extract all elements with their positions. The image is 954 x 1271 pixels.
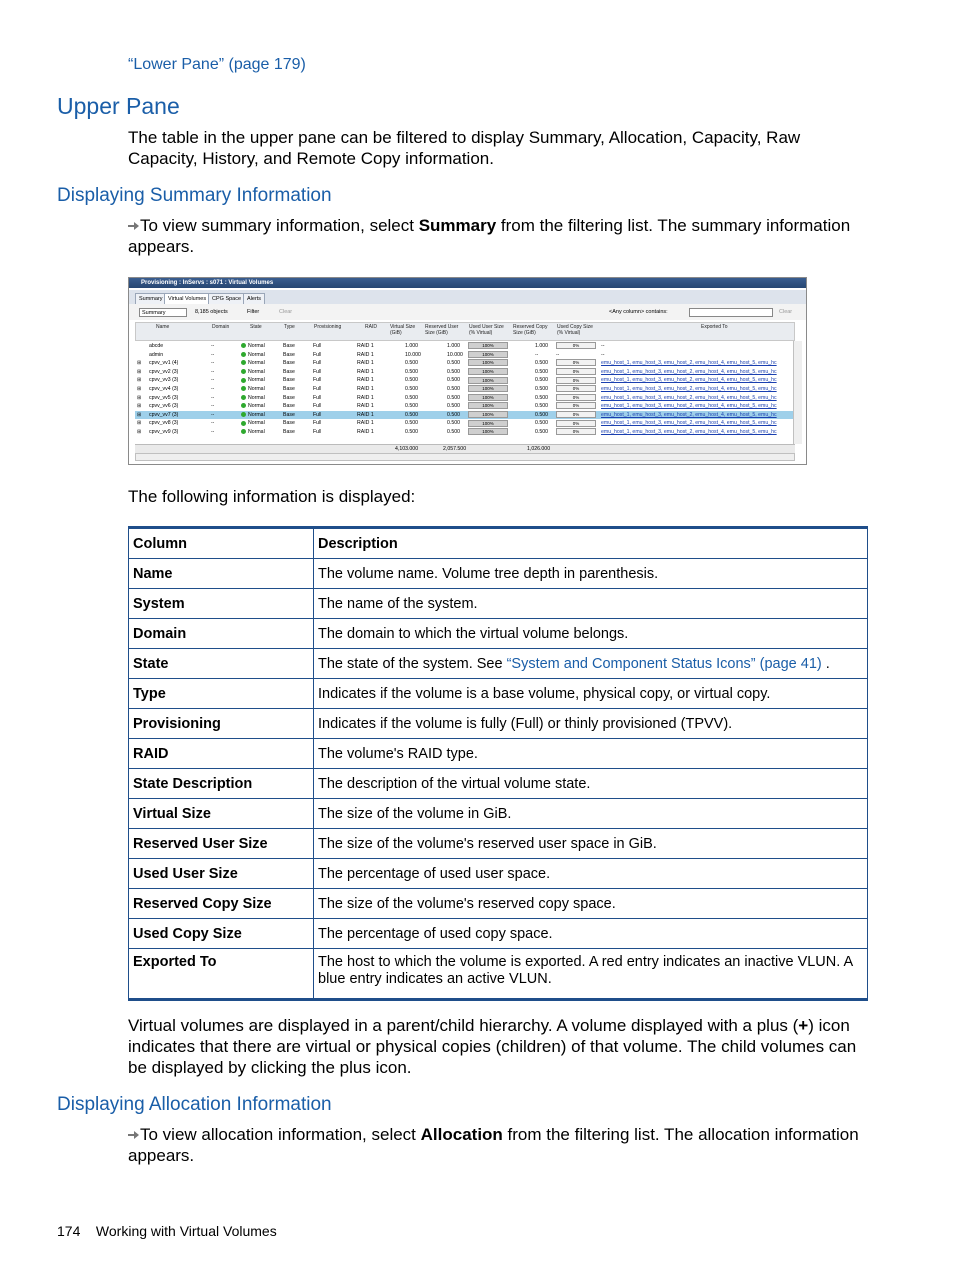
row-description: The description of the virtual volume state.: [314, 769, 868, 799]
grid-cell-type: Base: [283, 403, 295, 410]
grid-cell-rcs: 0.500: [535, 420, 548, 427]
grid-cell-type: Base: [283, 368, 295, 375]
grid-cell-ucs: [556, 419, 596, 428]
row-column: Type: [129, 679, 314, 709]
grid-cell-rcs: 0.500: [535, 368, 548, 375]
upper-pane-text: The table in the upper pane can be filtered to display Summary, Allocation, Capacity, Raw Capacity, History, and Remote Copy information.: [128, 128, 801, 168]
grid-cell-domain: --: [211, 360, 215, 367]
total-reserved-user: 2,057.500: [443, 446, 467, 452]
usage-bar: 0%: [556, 377, 596, 384]
row-description: The size of the volume in GiB.: [314, 799, 868, 829]
table-row: [129, 559, 868, 589]
grid-cell-prov: Full: [313, 386, 322, 392]
col-raid[interactable]: RAID: [365, 324, 377, 330]
grid-header: [135, 322, 795, 341]
grid-cell-type: Base: [283, 377, 295, 384]
summary-step: [128, 215, 868, 257]
summary-step-post: from the filtering list. The summary information appears.: [128, 216, 851, 256]
grid-row[interactable]: [135, 376, 795, 385]
grid-cell-rus: 0.500: [447, 411, 460, 418]
col-virtual-size[interactable]: Virtual Size (GiB): [390, 324, 416, 336]
grid-cell-exp: emu_host_1, emu_host_3, emu_host_2, emu_host_4, emu_host_5, emu_hc: [601, 386, 777, 392]
grid-cell-raid: RAID 1: [357, 368, 374, 375]
grid-cell-ucs: --: [556, 351, 560, 358]
table-row: [129, 679, 868, 709]
footer-title: Working with Virtual Volumes: [95, 1223, 277, 1239]
grid-cell-type: Base: [283, 360, 295, 367]
grid-row[interactable]: [135, 411, 795, 420]
usage-bar: 100%: [468, 402, 508, 409]
row-description: The host to which the volume is exported. A red entry indicates an inactive VLUN. A blue entry indicates an active VLUN.: [314, 949, 868, 1000]
grid-cell-domain: --: [211, 394, 215, 401]
table-row: [129, 949, 868, 1000]
objects-count: 8,185 objects: [195, 309, 228, 315]
grid-cell-rcs: 0.500: [535, 386, 548, 392]
grid-cell-ucs: [556, 428, 596, 437]
grid-cell-prov: Full: [313, 411, 322, 418]
clear-button[interactable]: Clear: [279, 309, 293, 315]
row-description: Indicates if the volume is fully (Full) or thinly provisioned (TPVV).: [314, 709, 868, 739]
grid-row[interactable]: [135, 385, 795, 394]
status-normal-icon: [241, 421, 246, 426]
grid-cell-state: Normal: [241, 359, 265, 368]
grid-cell-state: Normal: [241, 376, 265, 385]
usage-bar: 0%: [556, 428, 596, 435]
status-normal-icon: [241, 378, 246, 383]
grid-cell-name: cpvv_vv2 (3): [149, 368, 179, 375]
usage-bar: 0%: [556, 394, 596, 401]
expand-plus-icon[interactable]: ⊞: [137, 403, 142, 410]
row-description: The size of the volume's reserved copy space.: [314, 889, 868, 919]
grid-cell-raid: RAID 1: [357, 411, 374, 418]
header-description: Description: [314, 528, 868, 559]
clear-search-button[interactable]: Clear: [779, 309, 793, 315]
grid-cell-state: Normal: [241, 394, 265, 403]
row-column: System: [129, 589, 314, 619]
grid-cell-raid: RAID 1: [357, 351, 374, 358]
grid-cell-domain: --: [211, 386, 215, 392]
row-description: The volume name. Volume tree depth in parenthesis.: [314, 559, 868, 589]
expand-plus-icon[interactable]: ⊞: [137, 360, 142, 367]
usage-bar: 100%: [468, 342, 508, 349]
grid-cell-domain: --: [211, 411, 215, 418]
grid-row[interactable]: [135, 428, 795, 437]
row-column: State Description: [129, 769, 314, 799]
usage-bar: 0%: [556, 359, 596, 366]
grid-cell-uus: [468, 359, 508, 368]
col-name[interactable]: Name: [156, 324, 170, 330]
vertical-scrollbar[interactable]: [793, 341, 802, 444]
expand-plus-icon[interactable]: ⊞: [137, 386, 142, 392]
grid-cell-rus: 0.500: [447, 429, 460, 435]
grid-cell-exp: --: [601, 343, 605, 349]
grid-cell-prov: Full: [313, 420, 322, 427]
grid-cell-rus: 1.000: [447, 343, 460, 349]
hierarchy-pre: Virtual volumes are displayed in a parent/child hierarchy. A volume displayed with a plus (: [128, 1016, 799, 1035]
page-number: 174: [57, 1223, 81, 1239]
grid-cell-exp: --: [601, 351, 605, 358]
grid-cell-type: Base: [283, 343, 295, 349]
grid-cell-vsize: 0.500: [405, 420, 418, 427]
grid-cell-name: admin: [149, 351, 164, 358]
grid-cell-raid: RAID 1: [357, 429, 374, 435]
horizontal-scrollbar[interactable]: [135, 453, 795, 461]
grid-cell-exp: emu_host_1, emu_host_3, emu_host_2, emu_host_4, emu_host_5, emu_hc: [601, 411, 777, 418]
grid-cell-rcs: 0.500: [535, 394, 548, 401]
grid-cell-prov: Full: [313, 403, 322, 410]
grid-cell-name: abcde: [149, 343, 164, 349]
grid-cell-rcs: 0.500: [535, 429, 548, 435]
grid-cell-vsize: 0.500: [405, 429, 418, 435]
usage-bar: 100%: [468, 377, 508, 384]
usage-bar: 100%: [468, 394, 508, 401]
grid-cell-type: Base: [283, 420, 295, 427]
grid-row[interactable]: [135, 419, 795, 428]
grid-cell-ucs: [556, 368, 596, 377]
expand-plus-icon[interactable]: ⊞: [137, 420, 142, 427]
total-virtual-size: 4,103.000: [395, 446, 419, 452]
grid-cell-vsize: 10.000: [405, 351, 421, 358]
col-domain[interactable]: Domain: [212, 324, 230, 330]
grid-cell-uus: [468, 411, 508, 420]
grid-cell-state: Normal: [241, 385, 265, 394]
grid-cell-state: Normal: [241, 402, 265, 411]
grid-cell-vsize: 0.500: [405, 394, 418, 401]
grid-cell-ucs: [556, 402, 596, 411]
grid-cell-ucs: [556, 411, 596, 420]
grid-cell-ucs: [556, 376, 596, 385]
usage-bar: 0%: [556, 368, 596, 375]
status-normal-icon: [241, 429, 246, 434]
tab-cpg-space[interactable]: CPG Space: [208, 293, 245, 305]
usage-bar: 100%: [468, 428, 508, 435]
allocation-step: [128, 1124, 868, 1166]
row-column: State: [129, 649, 314, 679]
grid-cell-raid: RAID 1: [357, 377, 374, 384]
grid-row[interactable]: [135, 402, 795, 411]
usage-bar: 0%: [556, 411, 596, 418]
row-description: The percentage of used user space.: [314, 859, 868, 889]
table-row: [129, 859, 868, 889]
table-row: [129, 709, 868, 739]
grid-cell-ucs: [556, 394, 596, 403]
usage-bar: 100%: [468, 359, 508, 366]
grid-cell-prov: Full: [313, 429, 322, 435]
grid-cell-uus: [468, 376, 508, 385]
grid-cell-domain: --: [211, 343, 215, 349]
following-text: The following information is displayed:: [128, 487, 416, 506]
search-input[interactable]: [689, 308, 773, 317]
grid-cell-vsize: 0.500: [405, 386, 418, 392]
usage-bar: 100%: [468, 411, 508, 418]
table-row: [129, 589, 868, 619]
table-row: [129, 829, 868, 859]
header-column: Column: [129, 528, 314, 559]
step-arrow-icon: [128, 221, 139, 231]
grid-cell-exp: emu_host_1, emu_host_3, emu_host_2, emu_host_4, emu_host_5, emu_hc: [601, 394, 777, 401]
col-state[interactable]: State: [250, 324, 262, 330]
table-row: [129, 739, 868, 769]
grid-cell-state: Normal: [241, 411, 265, 420]
state-desc-post: .: [821, 655, 830, 672]
grid-cell-rus: 0.500: [447, 394, 460, 401]
any-column-label: <Any column> contains:: [609, 309, 668, 315]
usage-bar: 0%: [556, 385, 596, 392]
grid-cell-state: Normal: [241, 428, 265, 437]
status-normal-icon: [241, 395, 246, 400]
usage-bar: 0%: [556, 342, 596, 349]
grid-cell-uus: [468, 419, 508, 428]
grid-row[interactable]: [135, 351, 795, 360]
row-description: The size of the volume's reserved user space in GiB.: [314, 829, 868, 859]
state-desc-pre: The state of the system. See: [318, 655, 507, 672]
summary-step-pre: To view summary information, select: [140, 216, 419, 235]
hierarchy-plus: +: [798, 1016, 809, 1035]
grid-cell-rus: 0.500: [447, 420, 460, 427]
grid-cell-type: Base: [283, 386, 295, 392]
grid-cell-uus: [468, 342, 508, 351]
lower-pane-link[interactable]: “Lower Pane” (page 179): [128, 56, 306, 73]
status-normal-icon: [241, 412, 246, 417]
row-description: The domain to which the virtual volume belongs.: [314, 619, 868, 649]
row-description: Indicates if the volume is a base volume, physical copy, or virtual copy.: [314, 679, 868, 709]
filter-select[interactable]: Summary: [139, 308, 187, 317]
screenshot-toolbar: [129, 304, 806, 320]
footer: [57, 1223, 277, 1239]
grid-cell-name: cpvv_vv6 (3): [149, 403, 179, 410]
grid-cell-rcs: 0.500: [535, 403, 548, 410]
col-used-user[interactable]: Used User Size (% Virtual): [469, 324, 504, 336]
grid-cell-state: Normal: [241, 351, 265, 360]
col-provisioning[interactable]: Provisioning: [314, 324, 342, 330]
table-row: [129, 619, 868, 649]
row-column: Used Copy Size: [129, 919, 314, 949]
allocation-step-post: from the filtering list. The allocation information appears.: [128, 1125, 859, 1165]
expand-plus-icon[interactable]: ⊞: [137, 377, 142, 384]
grid-cell-type: Base: [283, 411, 295, 418]
allocation-step-pre: To view allocation information, select: [140, 1125, 421, 1144]
grid-cell-vsize: 0.500: [405, 368, 418, 375]
grid-cell-raid: RAID 1: [357, 343, 374, 349]
row-column: Exported To: [129, 949, 314, 1000]
row-description: [314, 649, 868, 679]
grid-cell-name: cpvv_vv8 (3): [149, 420, 179, 427]
grid-cell-name: cpvv_vv9 (3): [149, 429, 179, 435]
grid-cell-rcs: 0.500: [535, 377, 548, 384]
upper-pane-heading: Upper Pane: [57, 93, 180, 119]
grid-cell-prov: Full: [313, 360, 322, 367]
usage-bar: 100%: [468, 351, 508, 358]
grid-cell-raid: RAID 1: [357, 386, 374, 392]
grid-cell-rus: 0.500: [447, 360, 460, 367]
summary-heading: Displaying Summary Information: [57, 185, 332, 206]
column-description-table: [128, 526, 868, 1001]
tab-alerts[interactable]: Alerts: [243, 293, 265, 305]
grid-cell-name: cpvv_vv7 (3): [149, 411, 179, 418]
grid-row[interactable]: [135, 342, 795, 351]
allocation-step-bold: Allocation: [420, 1125, 503, 1144]
expand-plus-icon[interactable]: ⊞: [137, 394, 142, 401]
screenshot-tabs: [129, 290, 806, 304]
table-row: [129, 649, 868, 679]
status-normal-icon: [241, 360, 246, 365]
grid-cell-raid: RAID 1: [357, 394, 374, 401]
grid-cell-domain: --: [211, 403, 215, 410]
virtual-volumes-screenshot: [128, 277, 807, 465]
grid-cell-prov: Full: [313, 377, 322, 384]
row-description: The percentage of used copy space.: [314, 919, 868, 949]
col-type[interactable]: Type: [284, 324, 295, 330]
grid-cell-vsize: 0.500: [405, 360, 418, 367]
grid-cell-vsize: 0.500: [405, 411, 418, 418]
grid-cell-vsize: 1.000: [405, 343, 418, 349]
usage-bar: 100%: [468, 368, 508, 375]
status-normal-icon: [241, 403, 246, 408]
row-column: Name: [129, 559, 314, 589]
expand-plus-icon[interactable]: ⊞: [137, 429, 142, 435]
grid-cell-uus: [468, 428, 508, 437]
grid-totals: [135, 444, 795, 453]
grid-cell-type: Base: [283, 394, 295, 401]
grid-cell-state: Normal: [241, 419, 265, 428]
allocation-heading: Displaying Allocation Information: [57, 1094, 332, 1115]
grid-cell-domain: --: [211, 368, 215, 375]
tab-virtual-volumes[interactable]: Virtual Volumes: [164, 293, 210, 305]
usage-bar: 0%: [556, 420, 596, 427]
table-row: [129, 769, 868, 799]
row-description: The name of the system.: [314, 589, 868, 619]
grid-cell-rus: 0.500: [447, 377, 460, 384]
grid-row[interactable]: [135, 368, 795, 377]
grid-cell-raid: RAID 1: [357, 403, 374, 410]
grid-cell-domain: --: [211, 429, 215, 435]
grid-cell-uus: [468, 351, 508, 360]
grid-cell-exp: emu_host_1, emu_host_3, emu_host_2, emu_host_4, emu_host_5, emu_hc: [601, 429, 777, 435]
grid-cell-exp: emu_host_1, emu_host_3, emu_host_2, emu_host_4, emu_host_5, emu_hc: [601, 403, 777, 410]
grid-cell-prov: Full: [313, 343, 322, 349]
step-arrow-icon: [128, 1130, 139, 1140]
status-normal-icon: [241, 352, 246, 357]
col-exported-to[interactable]: Exported To: [701, 324, 728, 330]
grid-cell-domain: --: [211, 420, 215, 427]
grid-cell-name: cpvv_vv4 (3): [149, 386, 179, 392]
col-used-copy[interactable]: Used Copy Size (% Virtual): [557, 324, 593, 336]
row-description: The volume's RAID type.: [314, 739, 868, 769]
grid-cell-rcs: 0.500: [535, 360, 548, 367]
grid-cell-state: Normal: [241, 342, 265, 351]
tab-summary[interactable]: Summary: [135, 293, 167, 305]
grid-cell-ucs: [556, 342, 596, 351]
row-column: Virtual Size: [129, 799, 314, 829]
grid-cell-ucs: [556, 359, 596, 368]
grid-cell-vsize: 0.500: [405, 377, 418, 384]
grid-cell-rus: 10.000: [447, 351, 463, 358]
grid-cell-prov: Full: [313, 351, 322, 358]
grid-row[interactable]: [135, 359, 795, 368]
grid-cell-rcs: 0.500: [535, 411, 548, 418]
row-column: Reserved User Size: [129, 829, 314, 859]
col-reserved-user[interactable]: Reserved User Size (GiB): [425, 324, 459, 336]
grid-cell-uus: [468, 402, 508, 411]
screenshot-title: Provisioning : InServs : s071 : Virtual Volumes: [129, 278, 806, 288]
grid-cell-domain: --: [211, 377, 215, 384]
row-column: Domain: [129, 619, 314, 649]
grid-cell-exp: emu_host_1, emu_host_3, emu_host_2, emu_host_4, emu_host_5, emu_hc: [601, 360, 777, 367]
grid-cell-uus: [468, 394, 508, 403]
summary-step-bold: Summary: [418, 216, 497, 235]
col-reserved-copy[interactable]: Reserved Copy Size (GiB): [513, 324, 548, 336]
table-row: [129, 799, 868, 829]
row-column: Used User Size: [129, 859, 314, 889]
hierarchy-text: [128, 1015, 873, 1078]
hierarchy-post: ) icon indicates that there are virtual or physical copies (children) of that volume. The child volumes can be displayed by clicking the plus icon.: [128, 1016, 857, 1077]
grid-cell-prov: Full: [313, 394, 322, 401]
grid-cell-rus: 0.500: [447, 403, 460, 410]
row-column: RAID: [129, 739, 314, 769]
grid-cell-rus: 0.500: [447, 386, 460, 392]
grid-cell-raid: RAID 1: [357, 420, 374, 427]
grid-cell-name: cpvv_vv1 (4): [149, 360, 179, 367]
usage-bar: 0%: [556, 402, 596, 409]
grid-cell-exp: emu_host_1, emu_host_3, emu_host_2, emu_host_4, emu_host_5, emu_hc: [601, 368, 777, 375]
grid-cell-ucs: [556, 385, 596, 394]
grid-cell-domain: --: [211, 351, 215, 358]
expand-plus-icon[interactable]: ⊞: [137, 368, 142, 375]
status-normal-icon: [241, 343, 246, 348]
total-reserved-copy: 1,026.000: [527, 446, 551, 452]
status-icons-link[interactable]: “System and Component Status Icons” (page 41): [506, 655, 822, 672]
status-normal-icon: [241, 386, 246, 391]
grid-cell-type: Base: [283, 351, 295, 358]
table-row: [129, 889, 868, 919]
grid-cell-vsize: 0.500: [405, 403, 418, 410]
usage-bar: 100%: [468, 385, 508, 392]
grid-cell-uus: [468, 385, 508, 394]
table-header-row: [129, 528, 868, 559]
grid-cell-rcs: 1.000: [535, 343, 548, 349]
grid-cell-state: Normal: [241, 368, 265, 377]
table-row: [129, 919, 868, 949]
row-column: Reserved Copy Size: [129, 889, 314, 919]
usage-bar: 100%: [468, 420, 508, 427]
grid-cell-prov: Full: [313, 368, 322, 375]
grid-cell-uus: [468, 368, 508, 377]
expand-plus-icon[interactable]: ⊞: [137, 411, 142, 418]
grid-cell-type: Base: [283, 429, 295, 435]
grid-cell-rus: 0.500: [447, 368, 460, 375]
grid-row[interactable]: [135, 394, 795, 403]
status-normal-icon: [241, 369, 246, 374]
grid-cell-raid: RAID 1: [357, 360, 374, 367]
row-column: Provisioning: [129, 709, 314, 739]
grid-cell-exp: emu_host_1, emu_host_3, emu_host_2, emu_host_4, emu_host_5, emu_hc: [601, 377, 777, 384]
grid-cell-rcs: --: [535, 351, 539, 358]
filter-button[interactable]: Filter: [247, 309, 260, 315]
grid-cell-name: cpvv_vv5 (3): [149, 394, 179, 401]
grid-cell-exp: emu_host_1, emu_host_3, emu_host_2, emu_host_4, emu_host_5, emu_hc: [601, 420, 777, 427]
grid-cell-name: cpvv_vv3 (3): [149, 377, 179, 384]
